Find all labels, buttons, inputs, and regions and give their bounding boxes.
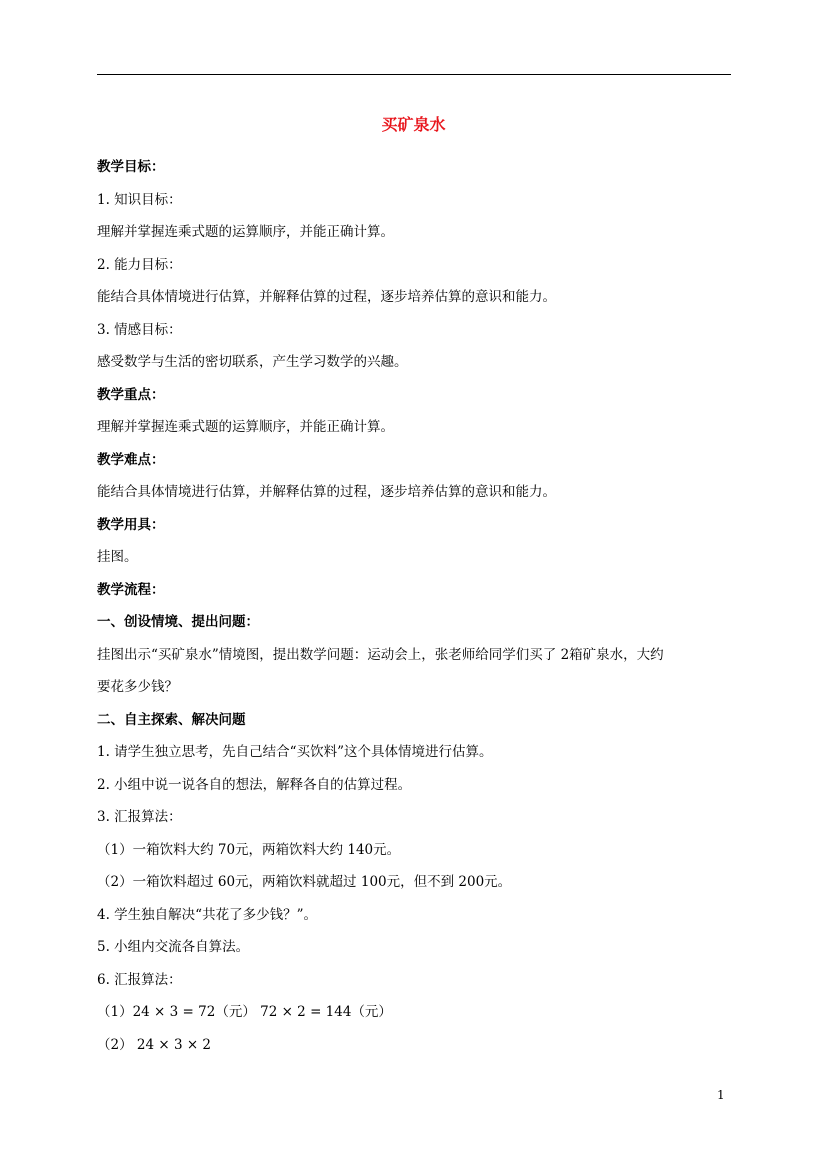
body-line: （1）24 × 3 = 72（元） 72 × 2 = 144（元） xyxy=(97,1004,392,1020)
body-line: 1. 请学生独立思考，先自己结合“买饮料”这个具体情境进行估算。 xyxy=(97,744,493,760)
page-number: 1 xyxy=(717,1088,725,1102)
body-line: 5. 小组内交流各自算法。 xyxy=(97,939,250,955)
body-line: （2）一箱饮料超过 60元，两箱饮料就超过 100元，但不到 200元。 xyxy=(97,874,512,890)
section-heading: 教学用具： xyxy=(97,516,165,533)
body-line: （2） 24 × 3 × 2 xyxy=(97,1036,212,1053)
body-line: 3. 汇报算法： xyxy=(97,809,182,825)
body-line: 3. 情感目标： xyxy=(97,321,182,338)
body-line: 挂图出示“买矿泉水”情境图，提出数学问题：运动会上，张老师给同学们买了 2箱矿泉水，大约 xyxy=(97,646,664,663)
body-line: 理解并掌握连乘式题的运算顺序，并能正确计算。 xyxy=(97,224,394,240)
body-line: 2. 小组中说一说各自的想法，解释各自的估算过程。 xyxy=(97,776,412,793)
body-line: 理解并掌握连乘式题的运算顺序，并能正确计算。 xyxy=(97,419,394,435)
body-line: 1. 知识目标： xyxy=(97,191,182,208)
body-line: （1）一箱饮料大约 70元，两箱饮料大约 140元。 xyxy=(97,841,401,858)
body-line: 能结合具体情境进行估算，并解释估算的过程，逐步培养估算的意识和能力。 xyxy=(97,289,556,305)
body-line: 4. 学生独自解决“共花了多少钱？”。 xyxy=(97,906,317,923)
document-body xyxy=(97,151,733,1061)
body-line: 感受数学与生活的密切联系，产生学习数学的兴趣。 xyxy=(97,354,408,370)
header-rule xyxy=(97,74,731,75)
body-line: 2. 能力目标： xyxy=(97,256,182,273)
body-line: 6. 汇报算法： xyxy=(97,971,182,988)
body-line: 要花多少钱？ xyxy=(97,679,178,695)
section-heading: 教学流程： xyxy=(97,581,165,598)
section-heading: 二、自主探索、解决问题 xyxy=(97,711,246,728)
document-title: 买矿泉水 xyxy=(381,115,446,134)
section-heading: 教学难点： xyxy=(97,451,165,468)
body-line: 挂图。 xyxy=(97,549,138,565)
section-heading: 教学目标： xyxy=(97,159,165,175)
body-line: 能结合具体情境进行估算，并解释估算的过程，逐步培养估算的意识和能力。 xyxy=(97,484,556,500)
section-heading: 教学重点： xyxy=(97,386,165,403)
section-heading: 一、创设情境、提出问题： xyxy=(97,614,259,630)
